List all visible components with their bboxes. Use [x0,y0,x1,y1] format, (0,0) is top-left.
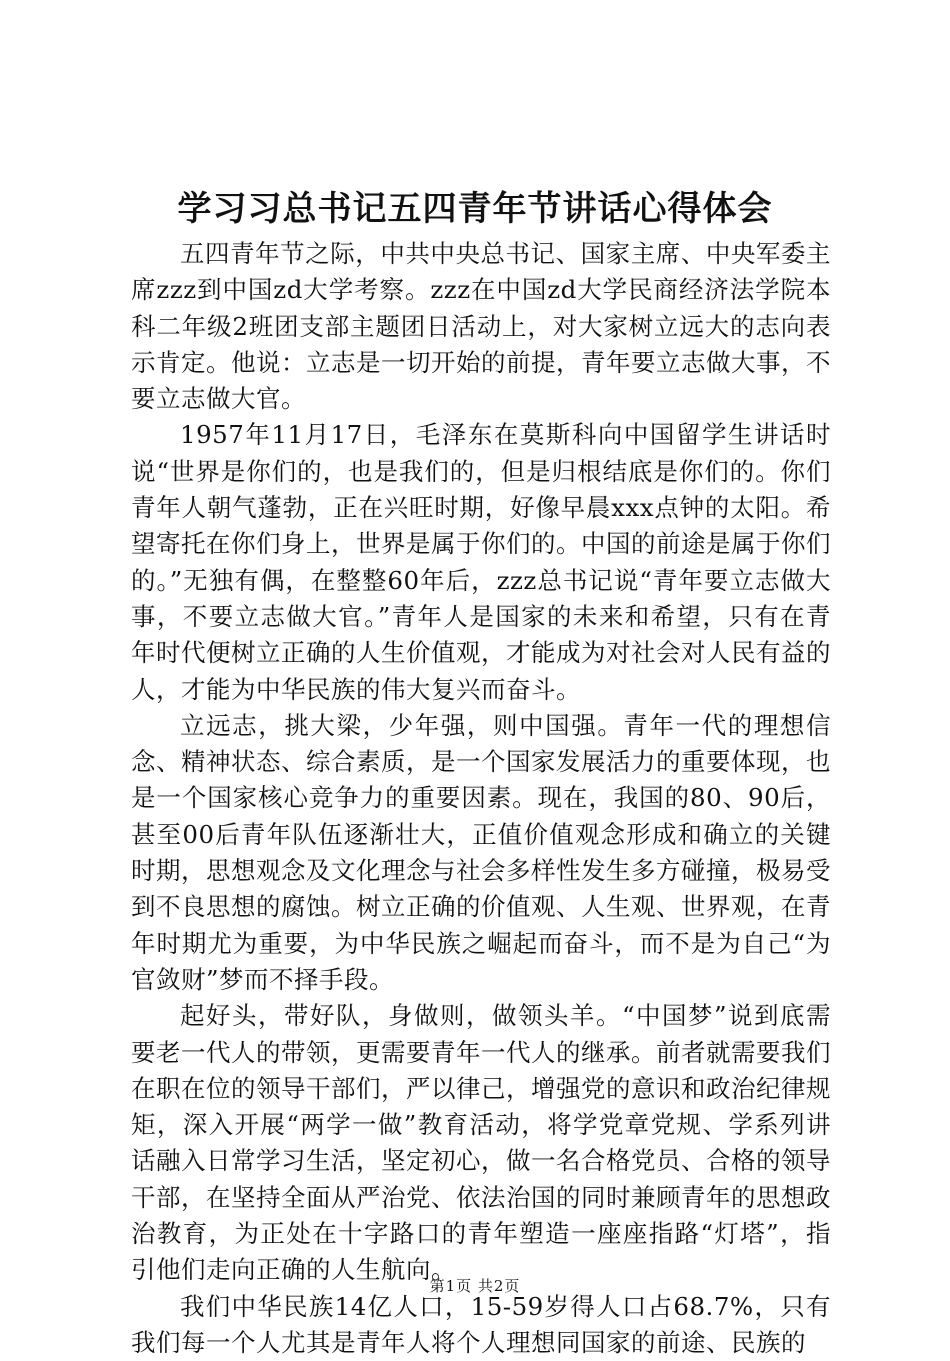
document-title: 学习习总书记五四青年节讲话心得体会 [177,189,773,229]
paragraph-3: 立远志，挑大梁，少年强，则中国强。青年一代的理想信念、精神状态、综合素质，是一个国家发展活力的重要体现，也是一个国家核心竞争力的重要因素。现在，我国的80、90后，甚至00后青年队伍逐渐壮大，正值价值观念形成和确立的关键时期，思想观念及文化理念与社会多样性发生多方碰撞，极易受到不良思想的腐蚀。树立正确的价值观、人生观、世界观，在青年时期尤为重要，为中华民族之崛起而奋斗，而不是为自己“为官敛财”梦而不择手段。 [131,710,831,994]
paragraph-5: 我们中华民族14亿人口，15-59岁得人口占68.7%，只有我们每一个人尤其是青年人将个人理想同国家的前途、民族的 [131,1291,831,1357]
paragraph-1: 五四青年节之际，中共中央总书记、国家主席、中央军委主席zzz到中国zd大学考察。zzz在中国zd大学民商经济法学院本科二年级2班团支部主题团日活动上，对大家树立远大的志向表示肯定。他说：立志是一切开始的前提，青年要立志做大事，不要立志做大官。 [131,239,831,414]
paragraph-4: 起好头，带好队，身做则，做领头羊。“中国梦”说到底需要老一代人的带领，更需要青年一代人的继承。前者就需要我们在职在位的领导干部们，严以律己，增强党的意识和政治纪律规矩，深入开展“两学一做”教育活动，将学党章党规、学系列讲话融入日常学习生活，坚定初心，做一名合格党员、合格的领导干部，在坚持全面从严治党、依法治国的同时兼顾青年的思想政治教育，为正处在十字路口的青年塑造一座座指路“灯塔”，指引他们走向正确的人生航向。 [131,1001,831,1285]
paragraph-2: 1957年11月17日，毛泽东在莫斯科向中国留学生讲话时说“世界是你们的，也是我们的，但是归根结底是你们的。你们青年人朝气蓬勃，正在兴旺时期，好像早晨xxx点钟的太阳。希望寄托在你们身上，世界是属于你们的。中国的前途是属于你们的。”无独有偶，在整整60年后，zzz总书记说“青年要立志做大事，不要立志做大官。”青年人是国家的未来和希望，只有在青年时代便树立正确的人生价值观，才能成为对社会对人民有益的人，才能为中华民族的伟大复兴而奋斗。 [131,420,831,704]
page-footer: 第1页 共2页 [429,1277,521,1295]
document-body [131,236,831,1361]
